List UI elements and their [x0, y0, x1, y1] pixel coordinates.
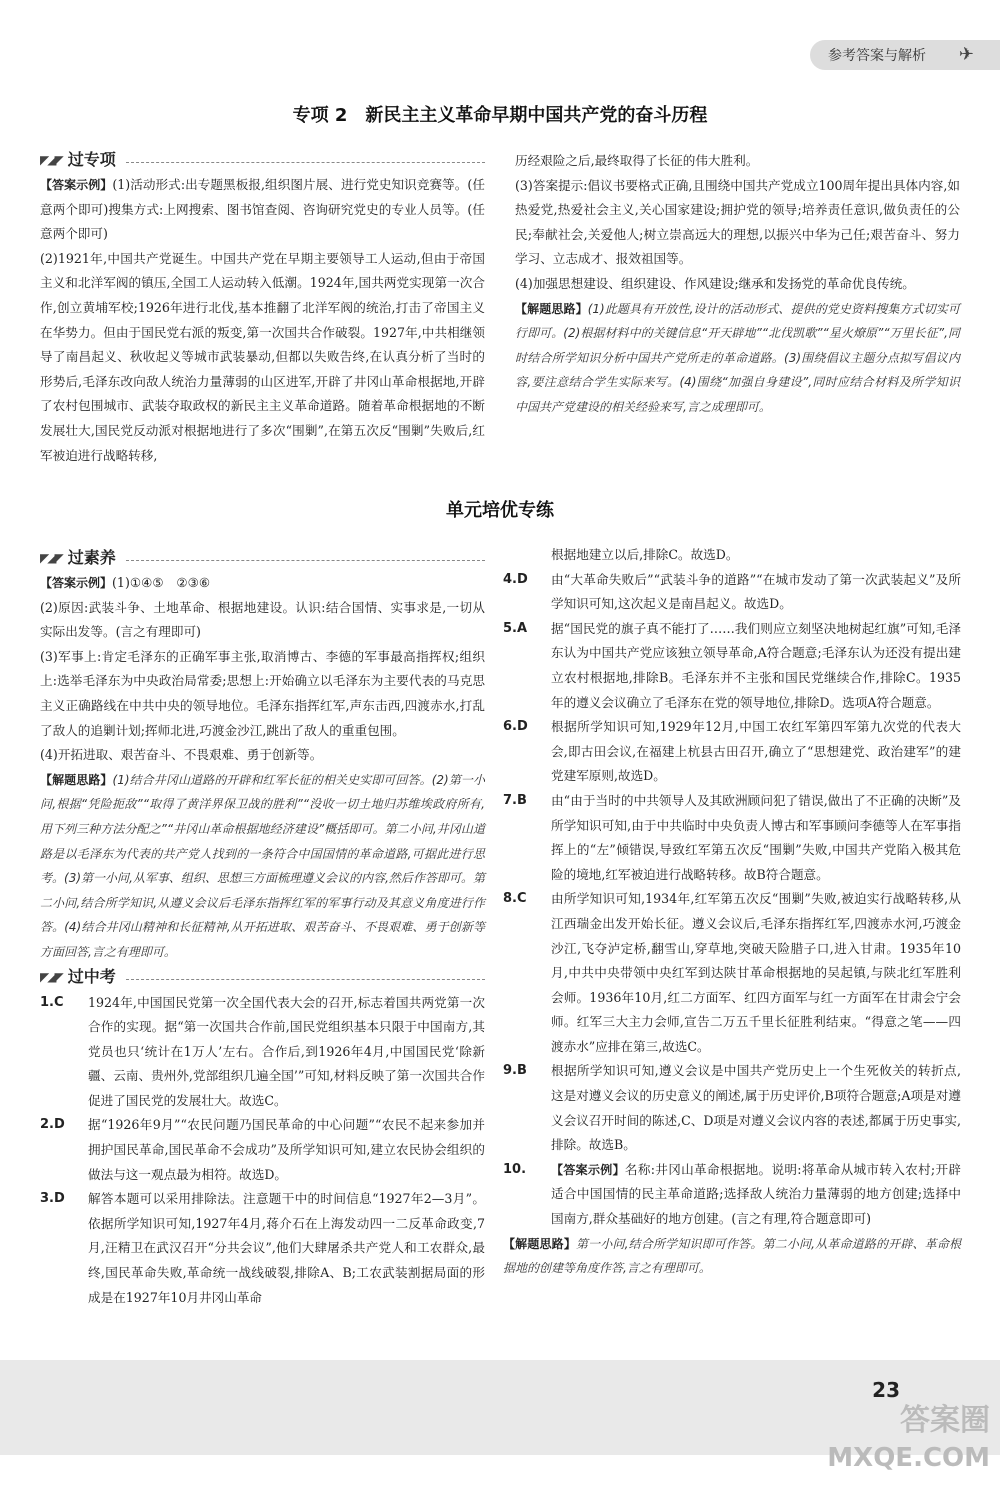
heading-divider	[126, 560, 485, 561]
question-answer: 10. 【答案示例】名称:井冈山革命根据地。说明:将革命从城市转入农村;开辟适合中国国情的民主革命道路;选择敌人统治力量薄弱的地方创建;选择中国南方,群众基础好的地方创建。(言之有理,符合题意即可)	[503, 1161, 961, 1227]
section-title: 单元培优专练	[446, 500, 554, 521]
explanation-paragraph: 【解题思路】(1)此题具有开放性,设计的活动形式、提供的党史资料搜集方式切实可行即可。(2)根据材料中的关键信息“开天辟地”“北伐凯歌”“星火燎原”“万里长征”,同时结合所学知识分析中国共产党所走的革命道路。(3)围绕倡议主题分点拟写倡议内容,要注意结合学生实际来写。(4)围绕“加强自身建设”,同时应结合材料及所学知识中国共产党建设的相关经验来写,言之成理即可。	[515, 301, 960, 414]
answer-paragraph: (3)答案提示:倡议书要格式正确,且围绕中国共产党成立100周年提出具体内容,如热爱党,热爱社会主义,关心国家建设;拥护党的领导;培养责任意识,做负责任的公民;奉献社会,关爱他人;树立崇高远大的理想,以振兴中华为己任;艰苦奋斗、努力学习、立志成才、报效祖国等。	[515, 177, 960, 267]
question-answer: 8.C 由所学知识可知,1934年,红军第五次反“围剿”失败,被迫实行战略转移,从江西瑞金出发开始长征。遵义会议后,毛泽东指挥红军,四渡赤水河,巧渡金沙江,飞夺泸定桥,翻雪山,穿草地,突破天险腊子口,进入甘肃。1935年10月,中共中央带领中央红军到达陕甘革命根据地的吴起镇,与陕北红军胜利会师。1936年10月,红二方面军、红四方面军与红一方面军在甘肃会宁会师。红军三大主力会师,宣告二万五千里长征胜利结束。“得意之笔——四渡赤水”应排在第三,故选C。	[503, 891, 961, 1054]
question-answer: 7.B 由“由于当时的中共领导人及其欧洲顾问犯了错误,做出了不正确的决断”及所学知识可知,由于中共临时中央负责人博古和军事顾问李德等人在军事指挥上的“左”倾错误,导致红军第五次反“围剿”失败,中国共产党陷入极其危险的境地,红军被迫进行战略转移。故B符合题意。	[503, 792, 961, 882]
watermark-logo: 答案圈 MXQE.COM	[827, 1403, 990, 1473]
section-heading-guo-zhuanxiang: ◤◢◤ 过专项	[40, 147, 485, 173]
explanation-paragraph: 【解题思路】第一小问,结合所学知识即可作答。第二小问,从革命道路的开辟、革命根据地的创建等角度作答,言之有理即可。	[503, 1236, 961, 1276]
page-title: 专项 2 新民主主义革命早期中国共产党的奋斗历程	[292, 105, 708, 126]
question-answer: 4.D 由“大革命失败后”“武装斗争的道路”“在城市发动了第一次武装起义”及所学知识可知,这次起义是南昌起义。故选D。	[503, 571, 961, 612]
heading-divider	[126, 162, 485, 163]
page-number: 23	[872, 1378, 900, 1402]
question-answer: 2.D 据“1926年9月”“农民问题乃国民革命的中心问题”“农民不起来参加并拥护国民革命,国民革命不会成功”及所学知识可知,建立农民协会组织的做法与这一观点最为相符。故选D。	[40, 1117, 485, 1182]
answer-paragraph: 【答案示例】(1)活动形式:出专题黑板报,组织图片展、进行党史知识竞赛等。(任意两个即可)搜集方式:上网搜索、图书馆查阅、咨询研究党史的专业人员等。(任意两个即可)	[40, 177, 485, 242]
heading-deco-icon: ◤◢◤	[40, 152, 62, 167]
section-heading-guo-suyang: ◤◢◤ 过素养	[40, 545, 485, 571]
question-answer: 1.C 1924年,中国国民党第一次全国代表大会的召开,标志着国共两党第一次合作的实现。据“第一次国共合作前,国民党组织基本只限于中国南方,其党员也只‘统计在1万人’左右。合作后,到1926年4月,中国国民党‘除新疆、云南、贵州外,党部组织几遍全国’”可知,材料反映了第一次国共合作促进了国民党的发展壮大。故选C。	[40, 994, 485, 1108]
header-badge-label: 参考答案与解析	[828, 48, 926, 64]
answer-paragraph: 历经艰险之后,最终取得了长征的伟大胜利。	[515, 153, 759, 168]
question-answer: 9.B 根据所学知识可知,遵义会议是中国共产党历史上一个生死攸关的转折点,这是对遵义会议的历史意义的阐述,属于历史评价,B项符合题意;A项是对遵义会议召开时间的陈述,C、D项是对遵义会议内容的表述,都属于历史事实,排除。故选B。	[503, 1063, 961, 1153]
question-answer: 5.A 据“国民党的旗子真不能打了……我们则应立刻坚决地树起红旗”可知,毛泽东认为中国共产党应该独立领导革命,A符合题意;毛泽东认为还没有提出建立农村根据地,排除B。毛泽东并不主张和国民党继续合作,排除C。1935年的遵义会议确立了毛泽东在党的领导地位,排除D。选项A符合题意。	[503, 620, 961, 710]
heading-divider	[126, 979, 485, 980]
guo-zhuanxiang-left	[40, 147, 485, 468]
answer-paragraph: (4)加强思想建设、组织建设、作风建设;继承和发扬党的革命优良传统。	[515, 275, 915, 291]
answer-paragraph: 【答案示例】(1)①④⑤ ②③⑥	[40, 575, 211, 590]
answer-paragraph: (2)原因:武装斗争、土地革命、根据地建设。认识:结合国情、实事求是,一切从实际出发等。(言之有理即可)	[40, 599, 485, 640]
heading-deco-icon: ◤◢◤	[40, 970, 62, 985]
header-badge	[810, 40, 1000, 70]
answer-paragraph: (3)军事上:肯定毛泽东的正确军事主张,取消博古、李德的军事最高指挥权;组织上:选举毛泽东为中央政治局常委;思想上:开始确立以毛泽东为主要代表的马克思主义正确路线在中共中央的领导地位。毛泽东指挥红军,声东击西,四渡赤水,打乱了敌人的追剿计划;挥师北进,巧渡金沙江,跳出了敌人的重重包围。	[40, 648, 485, 738]
question-answer: 根据地建立以后,排除C。故选D。	[551, 547, 739, 562]
left-column-lower	[40, 545, 485, 1310]
right-column-lower	[503, 543, 961, 1281]
guo-zhuanxiang-right	[515, 149, 960, 420]
answer-paragraph: (4)开拓进取、艰苦奋斗、不畏艰难、勇于创新等。	[40, 747, 323, 763]
question-answer: 6.D 根据所学知识可知,1929年12月,中国工农红军第四军第九次党的代表大会,即古田会议,在福建上杭县古田召开,确立了“思想建党、政治建军”的建党建军原则,故选D。	[503, 719, 961, 784]
answer-paragraph: (2)1921年,中国共产党诞生。中国共产党在早期主要领导工人运动,但由于帝国主义和北洋军阀的镇压,全国工人运动转入低潮。1924年,国共两党实现第一次合作,创立黄埔军校;1926年进行北伐,基本推翻了北洋军阀的统治,打击了帝国主义在华势力。但由于国民党右派的叛变,第一次国共合作破裂。1927年,中共相继领导了南昌起义、秋收起义等城市武装暴动,但都以失败告终,在认真分析了当时的形势后,毛泽东改向敌人统治力量薄弱的山区进军,开辟了井冈山革命根据地,开辟了农村包围城市、武装夺取政权的新民主主义革命道路。随着革命根据地的不断发展壮大,国民党反动派对根据地进行了多次“围剿”,在第五次反“围剿”失败后,红军被迫进行战略转移,	[40, 250, 485, 463]
heading-deco-icon: ◤◢◤	[40, 550, 62, 565]
section-heading-guo-zhongkao: ◤◢◤ 过中考	[40, 965, 485, 991]
explanation-paragraph: 【解题思路】(1)结合井冈山道路的开辟和红军长征的相关史实即可回答。(2)第一小问,根据“凭险扼敌”“取得了黄洋界保卫战的胜利”“没收一切土地归苏维埃政府所有,用下列三种方法分配之”“井冈山革命根据地经济建设”概括即可。第二小问,井冈山道路是以毛泽东为代表的共产党人找到的一条符合中国国情的革命道路,可据此进行思考。(3)第一小问,从军事、组织、思想三方面梳理遵义会议的内容,然后作答即可。第二小问,结合所学知识,从遵义会议后毛泽东指挥红军的军事行动及其意义角度进行作答。(4)结合井冈山精神和长征精神,从开拓进取、艰苦奋斗、不畏艰难、勇于创新等方面回答,言之有理即可。	[40, 772, 485, 959]
question-answer: 3.D 解答本题可以采用排除法。注意题干中的时间信息“1927年2—3月”。依据所学知识可知,1927年4月,蒋介石在上海发动四一二反革命政变,7月,汪精卫在武汉召开“分共会议”,他们大肆屠杀共产党人和工农群众,最终,国民革命失败,革命统一战线破裂,排除A、B;工农武装割据局面的形成是在1927年10月井冈山革命	[40, 1191, 485, 1305]
rocket-icon: ✈	[958, 44, 974, 65]
